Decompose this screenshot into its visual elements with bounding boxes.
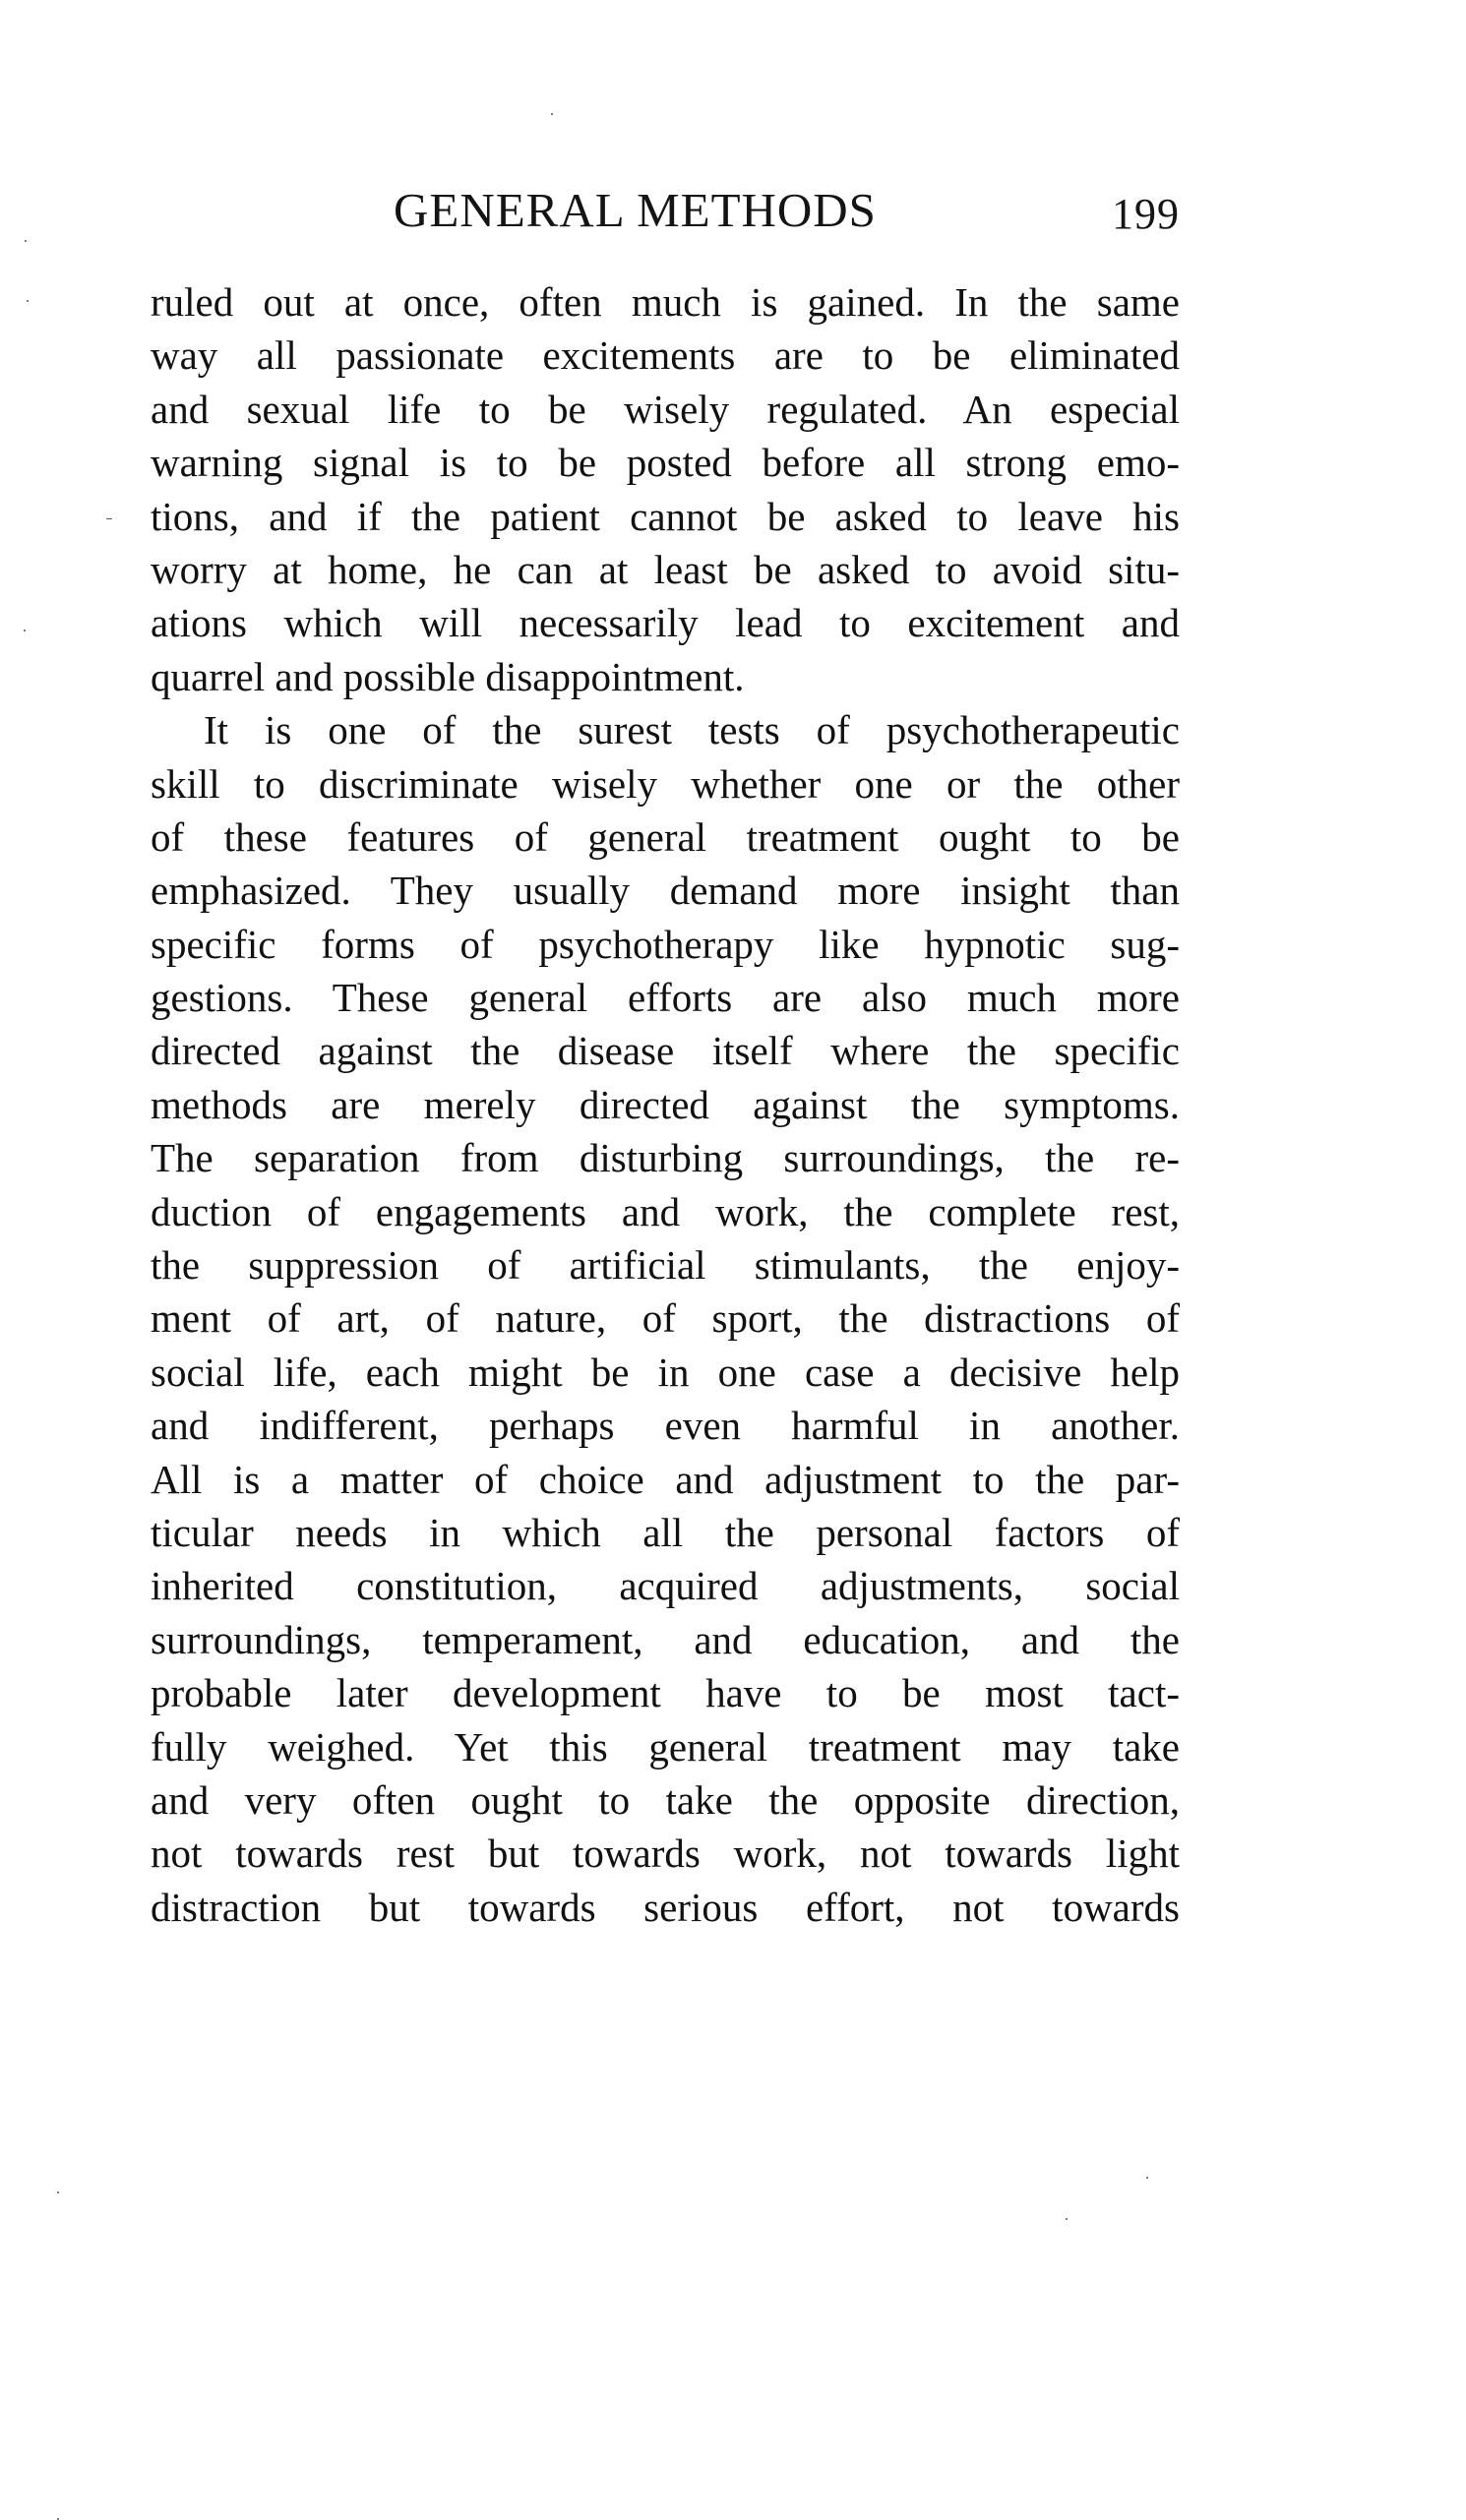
running-header bbox=[151, 183, 1180, 238]
text-line: not towards rest but towards work, not towards light bbox=[151, 1830, 1180, 1877]
scan-speck bbox=[1146, 2177, 1148, 2179]
text-line: gestions. These general efforts are also much more bbox=[151, 975, 1180, 1021]
text-line: fully weighed. Yet this general treatment may take bbox=[151, 1723, 1180, 1770]
running-title: GENERAL METHODS bbox=[394, 183, 877, 237]
text-line: specific forms of psychotherapy like hypnotic sug- bbox=[151, 921, 1180, 967]
scan-speck bbox=[25, 240, 27, 242]
text-line: way all passionate excitements are to be eliminated bbox=[151, 332, 1180, 379]
text-line: ruled out at once, often much is gained. In the same bbox=[151, 279, 1180, 325]
text-line: ment of art, of nature, of sport, the distractions of bbox=[151, 1295, 1180, 1342]
text-line: All is a matter of choice and adjustment to the par- bbox=[151, 1456, 1180, 1502]
scan-speck bbox=[106, 518, 112, 519]
text-line: of these features of general treatment ought to be bbox=[151, 813, 1180, 860]
text-line: directed against the disease itself where the specific bbox=[151, 1028, 1180, 1074]
text-line: social life, each might be in one case a decisive help bbox=[151, 1349, 1180, 1395]
scan-speck bbox=[551, 113, 553, 115]
text-line: It is one of the surest tests of psychotherapeutic bbox=[204, 707, 1180, 753]
text-line: and very often ought to take the opposite direction, bbox=[151, 1776, 1180, 1823]
paragraph bbox=[151, 703, 1180, 1934]
scan-speck bbox=[1066, 2218, 1068, 2220]
text-line: methods are merely directed against the symptoms. bbox=[151, 1081, 1180, 1127]
text-line: duction of engagements and work, the complete rest, bbox=[151, 1188, 1180, 1234]
text-line: the suppression of artificial stimulants, the enjoy- bbox=[151, 1242, 1180, 1289]
paragraph-continuation bbox=[151, 275, 1180, 703]
text-line: probable later development have to be most tact- bbox=[151, 1670, 1180, 1716]
text-line: The separation from disturbing surroundings, the re- bbox=[151, 1135, 1180, 1181]
text-line: and sexual life to be wisely regulated. An especial bbox=[151, 386, 1180, 432]
text-line: ticular needs in which all the personal factors of bbox=[151, 1509, 1180, 1555]
scan-speck bbox=[24, 630, 26, 631]
text-line: tions, and if the patient cannot be asked to leave his bbox=[151, 493, 1180, 539]
text-line: distraction but towards serious effort, not towards bbox=[151, 1884, 1180, 1930]
body-text bbox=[151, 275, 1180, 1934]
scan-speck bbox=[27, 300, 29, 302]
text-line: ations which will necessarily lead to excitement and bbox=[151, 600, 1180, 646]
text-line: inherited constitution, acquired adjustments, social bbox=[151, 1563, 1180, 1609]
text-line: surroundings, temperament, and education, and the bbox=[151, 1616, 1180, 1662]
text-line: quarrel and possible disappointment. bbox=[151, 653, 745, 699]
text-line: emphasized. They usually demand more insight than bbox=[151, 868, 1180, 914]
scan-speck bbox=[57, 2191, 59, 2193]
text-line: and indifferent, perhaps even harmful in another. bbox=[151, 1403, 1180, 1449]
text-line: warning signal is to be posted before all strong emo- bbox=[151, 440, 1180, 486]
text-line: worry at home, he can at least be asked to avoid situ- bbox=[151, 546, 1180, 592]
page-number: 199 bbox=[1112, 190, 1180, 238]
text-line: skill to discriminate wisely whether one or the other bbox=[151, 760, 1180, 807]
